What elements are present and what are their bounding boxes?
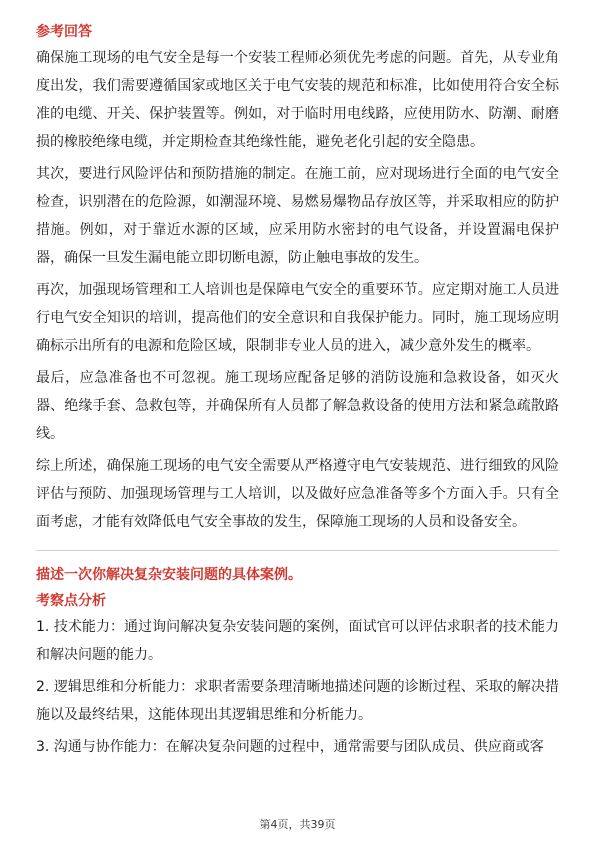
answer-paragraph: 综上所述，确保施工现场的电气安全需要从严格遵守电气安装规范、进行细致的风险评估与预防、加强现场管理与工人培训，以及做好应急准备等多个方面入手。只有全面考虑，才能有效降低电气安全事故的发生，保障施工现场的人员和设备安全。 xyxy=(36,458,559,530)
reference-answer-heading: 参考回答 xyxy=(36,24,92,40)
list-item: 3. 沟通与协作能力：在解决复杂问题的过程中，通常需要与团队成员、供应商或客 xyxy=(36,739,544,755)
analysis-list xyxy=(36,613,559,761)
analysis-heading: 考察点分析 xyxy=(36,593,106,609)
section-divider xyxy=(36,550,559,551)
answer-body xyxy=(36,44,559,536)
answer-paragraph: 再次，加强现场管理和工人培训也是保障电气安全的重要环节。应定期对施工人员进行电气安全知识的培训，提高他们的安全意识和自我保护能力。同时，施工现场应明确标示出所有的电源和危险区域，限制非专业人员的进入，减少意外发生的概率。 xyxy=(36,282,559,354)
page-number: 第4页，共39页 xyxy=(259,818,336,831)
answer-paragraph: 其次，要进行风险评估和预防措施的制定。在施工前，应对现场进行全面的电气安全检查，识别潜在的危险源，如潮湿环境、易燃易爆物品存放区等，并采取相应的防护措施。例如，对于靠近水源的区域，应采用防水密封的电气设备，并设置漏电保护器，确保一旦发生漏电能立即切断电源，防止触电事故的发生。 xyxy=(36,166,559,266)
answer-paragraph: 确保施工现场的电气安全是每一个安装工程师必须优先考虑的问题。首先，从专业角度出发，我们需要遵循国家或地区关于电气安装的规范和标准，比如使用符合安全标准的电缆、开关、保护装置等。例如，对于临时用电线路，应使用防水、防潮、耐磨损的橡胶绝缘电缆，并定期检查其绝缘性能，避免老化引起的安全隐患。 xyxy=(36,50,559,150)
list-item: 2. 逻辑思维和分析能力：求职者需要条理清晰地描述问题的诊断过程、采取的解决措施以及最终结果，这能体现出其逻辑思维和分析能力。 xyxy=(36,679,559,723)
answer-paragraph: 最后，应急准备也不可忽视。施工现场应配备足够的消防设施和急救设备，如灭火器、绝缘手套、急救包等，并确保所有人员都了解急救设备的使用方法和紧急疏散路线。 xyxy=(36,370,559,442)
interview-question: 描述一次你解决复杂安装问题的具体案例。 xyxy=(36,567,302,583)
list-item: 1. 技术能力：通过询问解决复杂安装问题的案例，面试官可以评估求职者的技术能力和解决问题的能力。 xyxy=(36,619,559,663)
document-page xyxy=(36,22,559,765)
